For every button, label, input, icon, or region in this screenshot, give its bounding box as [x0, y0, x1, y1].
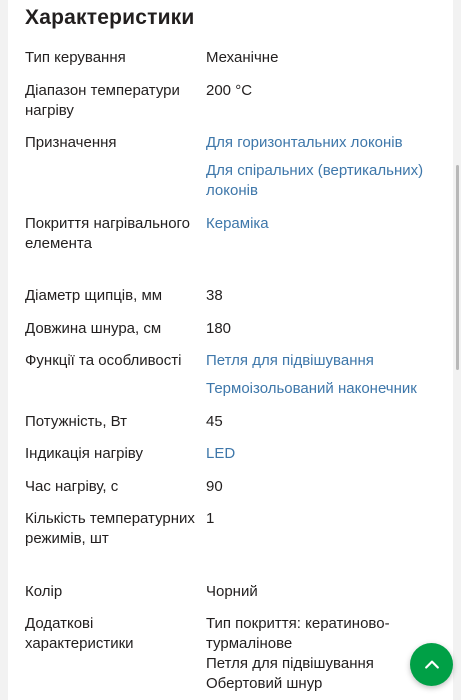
- section-title: Характеристики: [25, 6, 195, 29]
- spec-value: 180: [206, 320, 232, 337]
- spec-value: 90: [206, 478, 223, 495]
- spec-value-link[interactable]: Для спіральних (вертикальних) локонів: [206, 162, 424, 199]
- scroll-to-top-button[interactable]: [410, 643, 453, 686]
- spec-label: Час нагріву, с: [25, 478, 119, 495]
- chevron-up-icon: [422, 655, 442, 675]
- spec-value: 1: [206, 510, 215, 527]
- spec-label: Тип керування: [25, 49, 126, 66]
- spec-value: 200 °C: [206, 82, 253, 99]
- spec-label: Функції та особливості: [25, 352, 182, 369]
- spec-label: Покриття нагрівального елемента: [25, 215, 191, 252]
- spec-value-link[interactable]: LED: [206, 445, 236, 462]
- spec-value: Механічне: [206, 49, 279, 66]
- spec-label: Кількість температурних режимів, шт: [25, 510, 195, 547]
- spec-value: Обертовий шнур: [206, 675, 323, 692]
- spec-value-link[interactable]: Термоізольований наконечник: [206, 380, 417, 397]
- spec-label: Індикація нагріву: [25, 445, 143, 462]
- spec-value: 45: [206, 413, 223, 430]
- spec-value: Чорний: [206, 583, 258, 600]
- scrollbar[interactable]: [456, 165, 459, 370]
- spec-value-link[interactable]: Кераміка: [206, 215, 269, 232]
- spec-value-link[interactable]: Для горизонтальних локонів: [206, 134, 403, 151]
- spec-label: Призначення: [25, 134, 117, 151]
- characteristics-card: [8, 0, 453, 700]
- spec-value: Тип покриття: кератиново-турмалінове: [206, 615, 390, 652]
- spec-label: Додаткові характеристики: [25, 615, 134, 652]
- spec-label: Потужність, Вт: [25, 413, 128, 430]
- spec-label: Діапазон температури нагріву: [25, 82, 180, 119]
- spec-value-link[interactable]: Петля для підвішування: [206, 352, 374, 369]
- spec-label: Колір: [25, 583, 63, 600]
- spec-label: Діаметр щипців, мм: [25, 287, 163, 304]
- spec-value: Петля для підвішування: [206, 655, 374, 672]
- spec-label: Довжина шнура, см: [25, 320, 162, 337]
- spec-value: 38: [206, 287, 223, 304]
